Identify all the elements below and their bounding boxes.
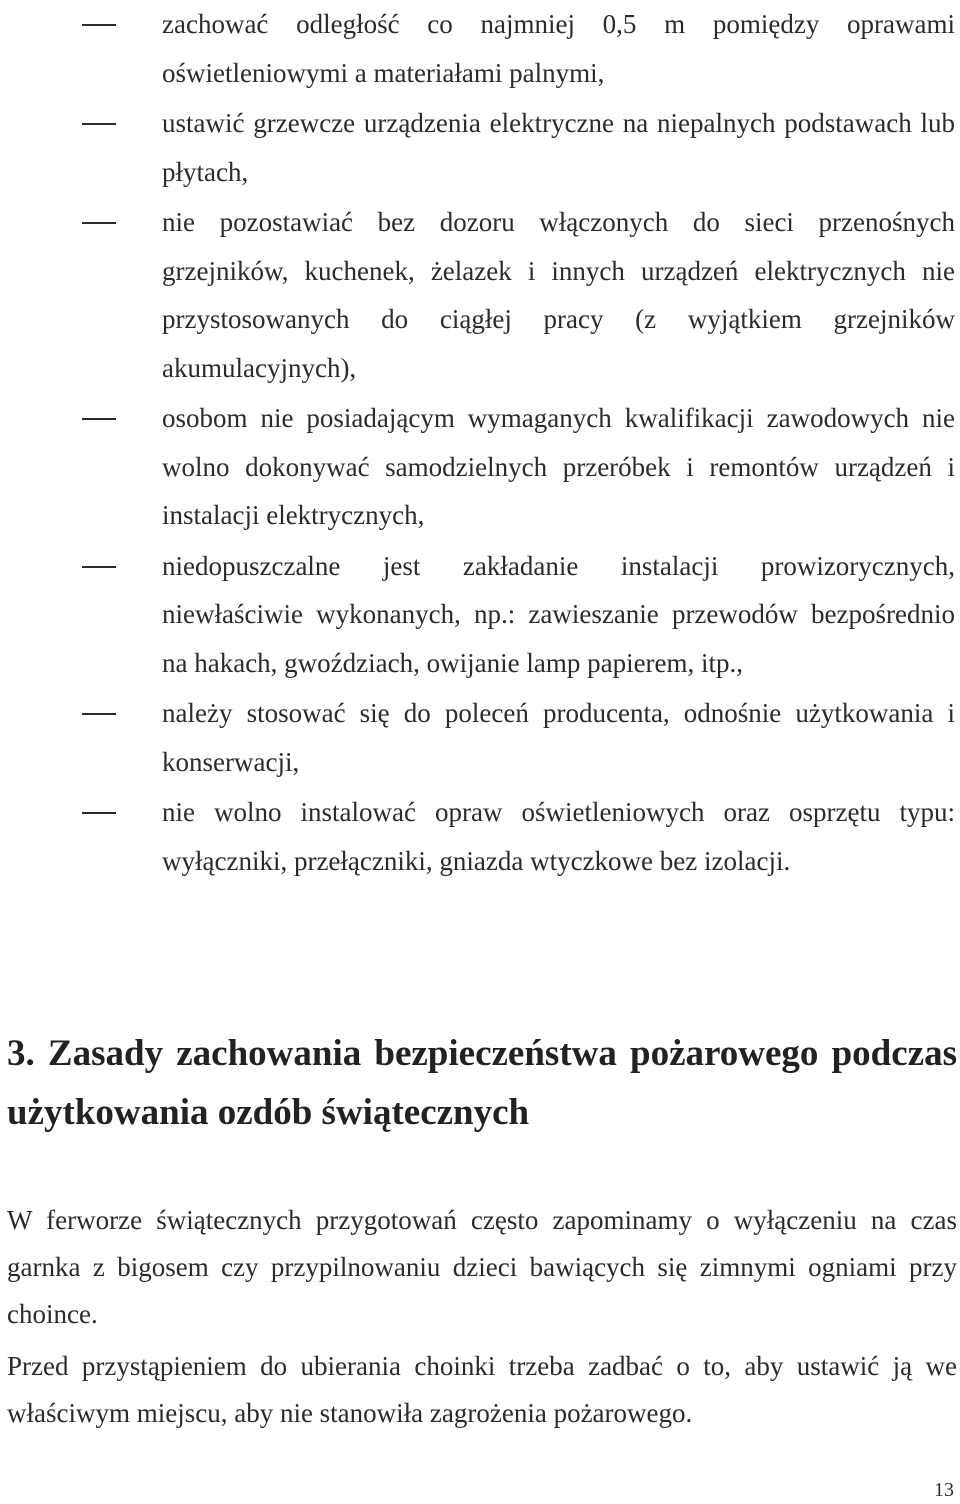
body-paragraph: W ferworze świątecznych przygotowań często zapominamy o wyłączeniu na czas garnka z bigosem czy przypilnowaniu dzieci bawiących się zimnymi ogniami przy choince. bbox=[7, 1205, 957, 1329]
dash-bullet-icon bbox=[82, 123, 116, 125]
list-item bbox=[0, 689, 960, 786]
list-item bbox=[0, 394, 960, 540]
dash-bullet-icon bbox=[82, 24, 116, 26]
list-item bbox=[0, 542, 960, 688]
list-item-text: nie pozostawiać bez dozoru włączonych do sieci przenośnych grzejników, kuchenek, żelazek i innych urządzeń elektrycznych nie przystosowanych do ciągłej pracy (z wyjątkiem grzejników akumulacyjnych), bbox=[162, 207, 955, 383]
list-item bbox=[0, 0, 960, 97]
dash-bullet-icon bbox=[82, 566, 116, 568]
body-paragraph: Przed przystąpieniem do ubierania choinki trzeba zadbać o to, aby ustawić ją we właściwym miejscu, aby nie stanowiła zagrożenia pożarowego. bbox=[7, 1351, 957, 1428]
dash-bullet-icon bbox=[82, 222, 116, 224]
list-item-text: ustawić grzewcze urządzenia elektryczne na niepalnych podstawach lub płytach, bbox=[162, 108, 955, 187]
list-item-text: osobom nie posiadającym wymaganych kwalifikacji zawodowych nie wolno dokonywać samodzielnych przeróbek i remontów urządzeń i instalacji elektrycznych, bbox=[162, 403, 955, 530]
list-item bbox=[0, 99, 960, 196]
list-item bbox=[0, 788, 960, 885]
list-item bbox=[0, 198, 960, 392]
list-item-text: nie wolno instalować opraw oświetleniowych oraz osprzętu typu: wyłączniki, przełączniki, gniazda wtyczkowe bez izolacji. bbox=[162, 797, 955, 876]
list-item-text: niedopuszczalne jest zakładanie instalacji prowizorycznych, niewłaściwie wykonanych, np.: zawieszanie przewodów bezpośrednio na hakach, gwoździach, owijanie lamp papierem, itp., bbox=[162, 550, 955, 678]
dash-bullet-icon bbox=[82, 713, 116, 715]
section-heading: 3. Zasady zachowania bezpieczeństwa pożarowego podczas użytkowania ozdób świątecznych bbox=[7, 1033, 957, 1133]
dash-bullet-icon bbox=[82, 418, 116, 420]
list-item-text: zachować odległość co najmniej 0,5 m pomiędzy oprawami oświetleniowymi a materiałami palnymi, bbox=[162, 9, 955, 88]
dash-bullet-icon bbox=[82, 812, 116, 814]
list-item-text: należy stosować się do poleceń producenta, odnośnie użytkowania i konserwacji, bbox=[162, 698, 955, 777]
page-number: 13 bbox=[934, 1479, 954, 1501]
